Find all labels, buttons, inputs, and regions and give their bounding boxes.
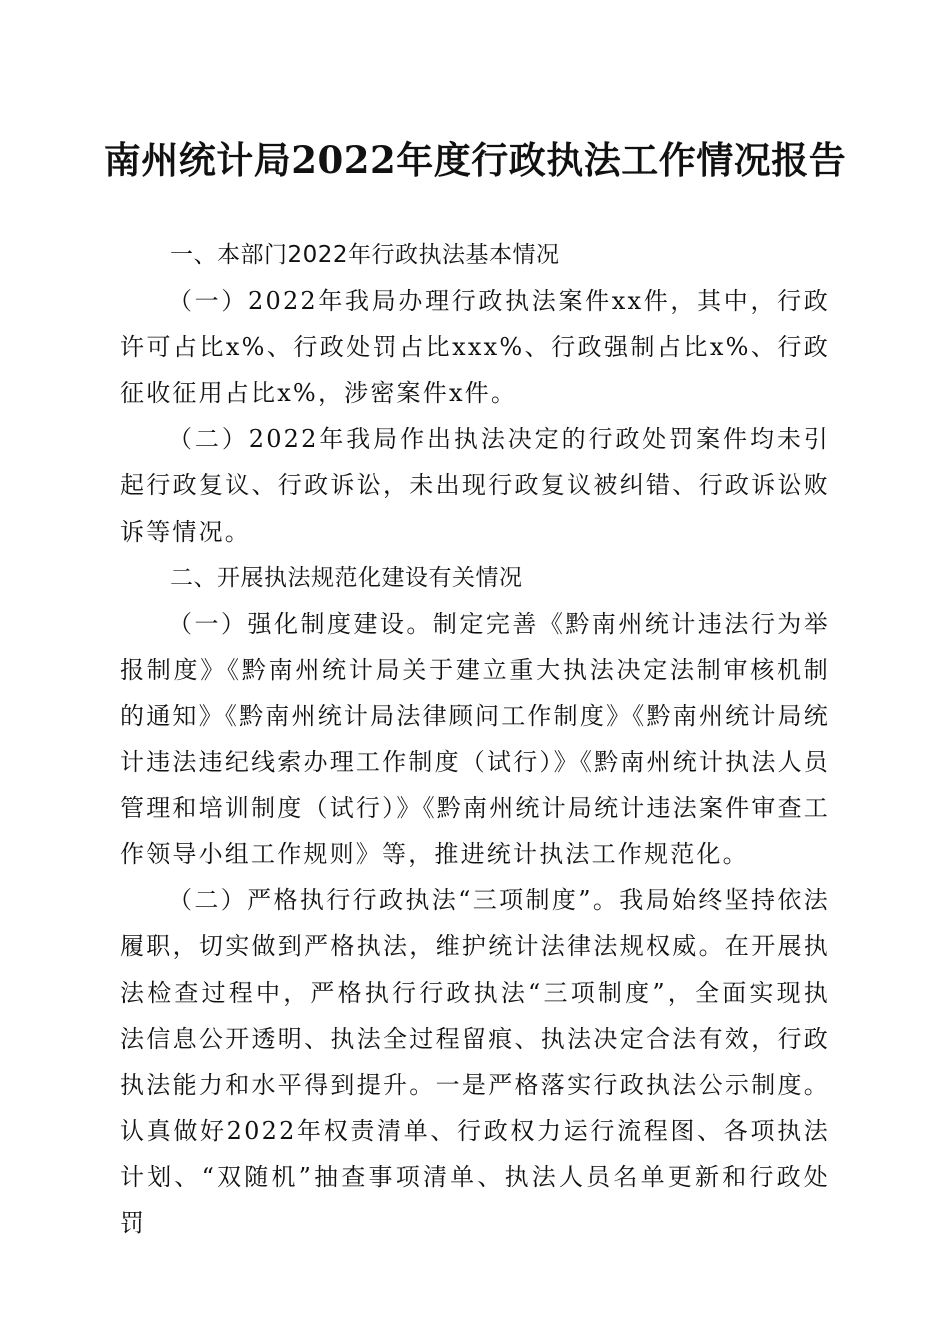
paragraph-1-2: （二）2022年我局作出执法决定的行政处罚案件均未引起行政复议、行政诉讼，未出现行政复议被纠错、行政诉讼败诉等情况。 bbox=[120, 425, 830, 546]
paragraph-2-1: （一）强化制度建设。制定完善《黔南州统计违法行为举报制度》《黔南州统计局关于建立重大执法决定法制审核机制的通知》《黔南州统计局法律顾问工作制度》《黔南州统计局统计违法违纪线索办理工作制度（试行）》《黔南州统计执法人员管理和培训制度（试行）》《黔南州统计局统计违法案件审查工作领导小组工作规则》等，推进统计执法工作规范化。 bbox=[120, 609, 830, 869]
document-title: 南州统计局2022年度行政执法工作情况报告 bbox=[103, 138, 847, 182]
section-heading-1: 一、本部门2022年行政执法基本情况 bbox=[170, 242, 560, 268]
paragraph-1-1: （一）2022年我局办理行政执法案件xx件，其中，行政许可占比x%、行政处罚占比xxx%、行政强制占比x%、行政征收征用占比x%，涉密案件x件。 bbox=[120, 287, 830, 408]
paragraph-2-2: （二）严格执行行政执法“三项制度”。我局始终坚持依法履职，切实做到严格执法，维护统计法律法规权威。在开展执法检查过程中，严格执行行政执法“三项制度”，全面实现执法信息公开透明、执法全过程留痕、执法决定合法有效，行政执法能力和水平得到提升。一是严格落实行政执法公示制度。认真做好2022年权责清单、行政权力运行流程图、各项执法计划、“双随机”抽查事项清单、执法人员名单更新和行政处罚 bbox=[120, 886, 830, 1237]
document-body bbox=[120, 232, 830, 1246]
section-heading-2: 二、开展执法规范化建设有关情况 bbox=[170, 564, 523, 591]
